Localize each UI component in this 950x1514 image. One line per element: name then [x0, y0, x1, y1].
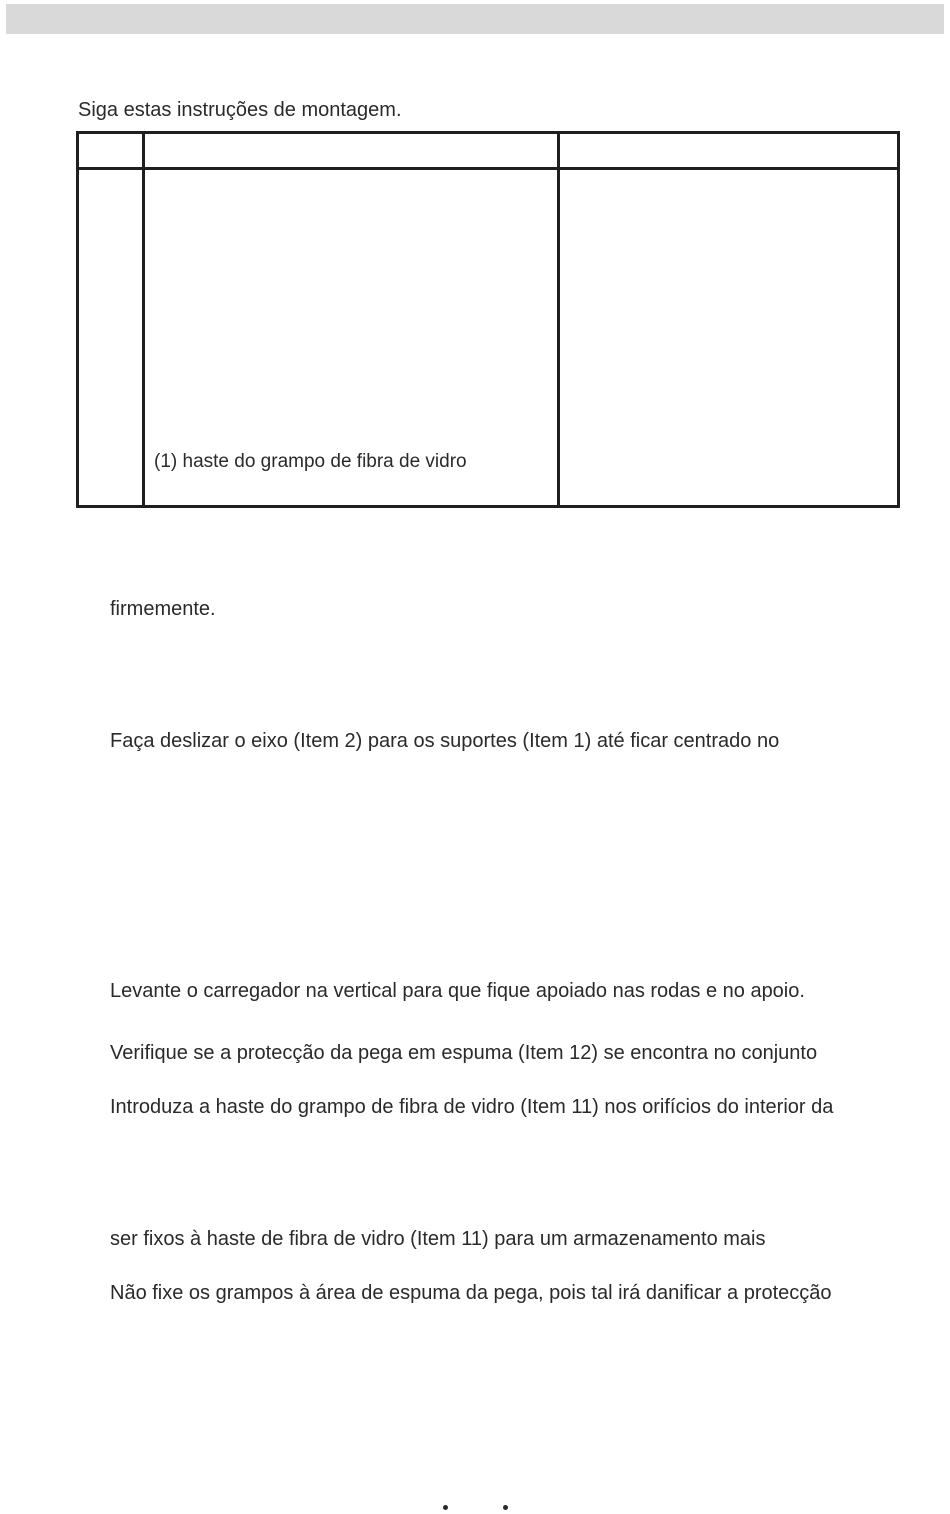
footer-dot-right: [503, 1505, 508, 1510]
table-border-right: [897, 131, 900, 508]
paragraph-firmemente: firmemente.: [110, 598, 216, 620]
paragraph-lift-cart: Levante o carregador na vertical para que fique apoiado nas rodas e no apoio.: [110, 980, 805, 1002]
paragraph-warning-clips: Não fixe os grampos à área de espuma da pega, pois tal irá danificar a protecção: [110, 1282, 832, 1304]
header-bar: [6, 4, 944, 34]
intro-text: Siga estas instruções de montagem.: [78, 99, 402, 121]
footer-dot-left: [443, 1505, 448, 1510]
paragraph-slide-axle: Faça deslizar o eixo (Item 2) para os suportes (Item 1) até ficar centrado no: [110, 730, 780, 752]
table-border-top: [76, 131, 900, 134]
table-header-divider: [76, 167, 900, 170]
paragraph-check-foam-grip: Verifique se a protecção da pega em espuma (Item 12) se encontra no conjunto: [110, 1042, 818, 1064]
paragraph-fixed-to-rod: ser fixos à haste de fibra de vidro (Item 11) para um armazenamento mais: [110, 1228, 766, 1250]
paragraph-insert-rod: Introduza a haste do grampo de fibra de vidro (Item 11) nos orifícios do interior da: [110, 1096, 834, 1118]
table-cell-caption: (1) haste do grampo de fibra de vidro: [154, 451, 467, 472]
table-column-divider-1: [142, 131, 145, 508]
table-border-bottom: [76, 505, 900, 508]
table-border-left: [76, 131, 79, 508]
table-column-divider-2: [557, 131, 560, 508]
